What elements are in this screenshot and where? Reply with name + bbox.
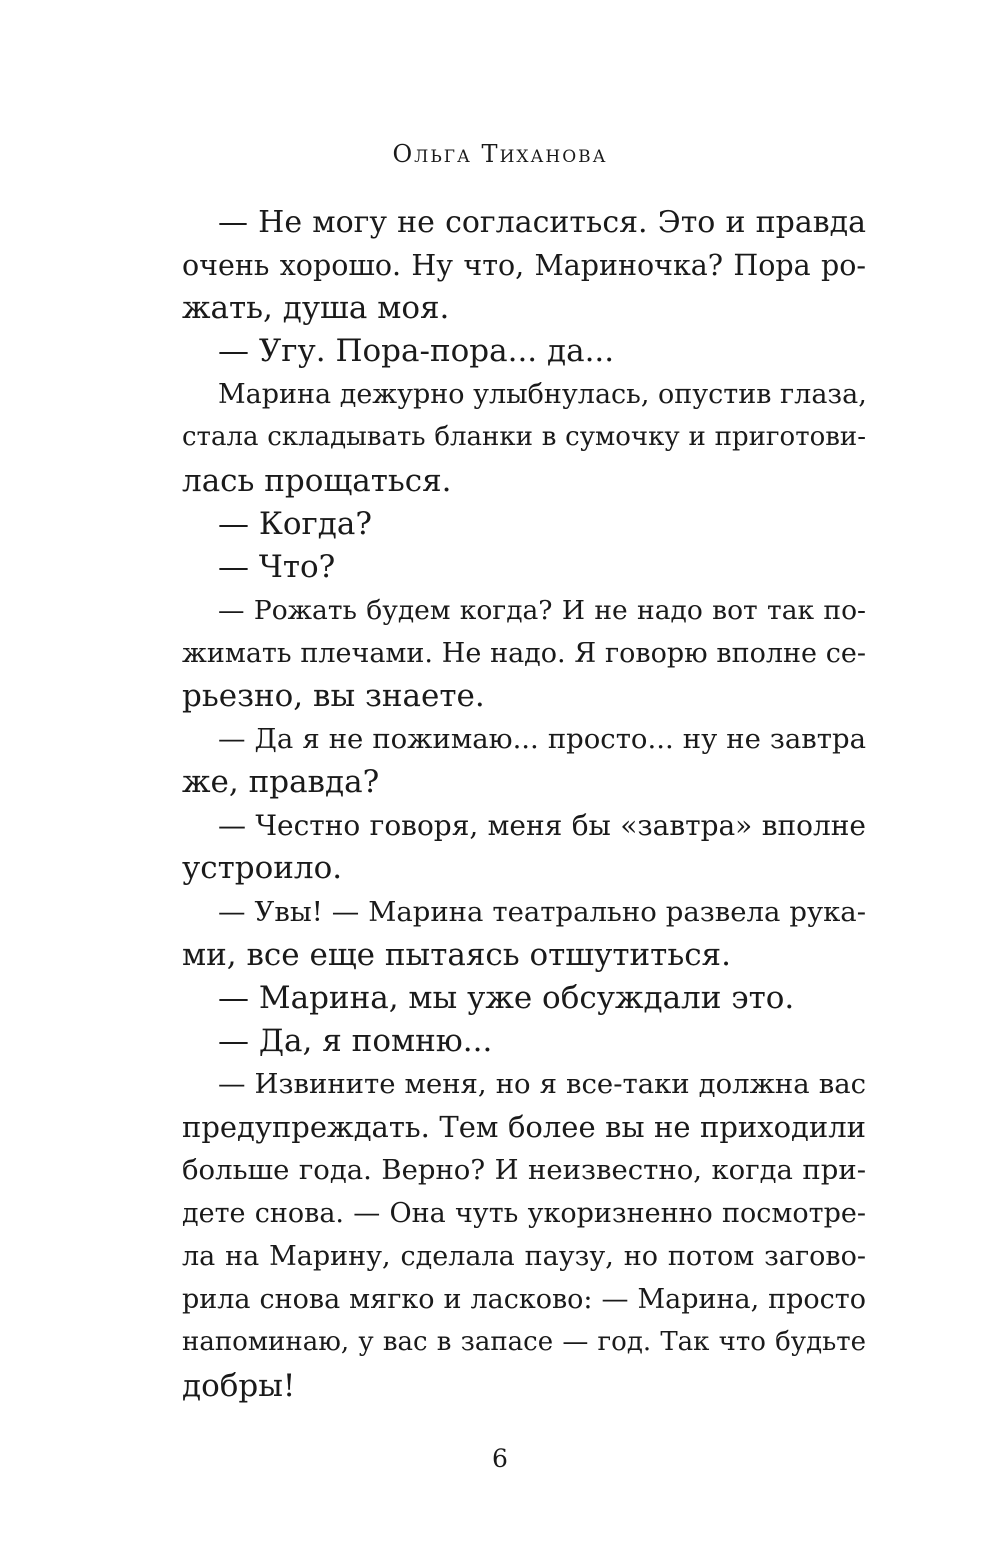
text-line: предупреждать. Тем более вы не приходили <box>182 1109 866 1144</box>
text-line: — Да, я помню... <box>218 1022 493 1059</box>
text-line: жать, душа моя. <box>182 290 450 327</box>
running-head: Ольга Тиханова <box>392 140 608 168</box>
text-line: — Рожать будем когда? И не надо вот так по- <box>218 594 866 626</box>
text-line: — Не могу не согласиться. Это и правда <box>218 205 866 240</box>
text-line: — Да я не пожимаю... просто... ну не завтра <box>218 723 866 756</box>
text-line: добры! <box>182 1367 296 1404</box>
text-line: рила снова мягко и ласково: — Марина, просто <box>182 1284 866 1316</box>
text-line: дете снова. — Она чуть укоризненно посмотре- <box>182 1198 866 1230</box>
text-line: очень хорошо. Ну что, Мариночка? Пора ро- <box>182 249 866 283</box>
text-line: — Угу. Пора-пора... да... <box>218 333 615 370</box>
text-line: стала складывать бланки в сумочку и приготови- <box>182 422 866 453</box>
text-line: устроило. <box>182 850 343 887</box>
text-line: — Марина, мы уже обсуждали это. <box>218 979 795 1016</box>
text-line: лась прощаться. <box>182 462 452 499</box>
text-line: ми, все еще пытаясь отшутиться. <box>182 936 731 973</box>
text-line: — Честно говоря, меня бы «завтра» вполне <box>218 809 866 843</box>
text-line: — Что? <box>218 548 336 585</box>
text-line: Марина дежурно улыбнулась, опустив глаза, <box>218 379 867 411</box>
text-line: больше года. Верно? И неизвестно, когда при- <box>182 1154 866 1187</box>
text-line: — Извините меня, но я все-таки должна вас <box>218 1067 866 1100</box>
text-line: ла на Марину, сделала паузу, но потом загово- <box>182 1241 866 1273</box>
text-line: — Увы! — Марина театрально развела рука- <box>218 895 866 928</box>
page-number: 6 <box>492 1444 508 1473</box>
text-line: же, правда? <box>182 764 380 801</box>
text-line: — Когда? <box>218 505 372 542</box>
text-line: рьезно, вы знаете. <box>182 678 485 715</box>
text-line: напоминаю, у вас в запасе — год. Так что будьте <box>182 1327 866 1358</box>
text-line: жимать плечами. Не надо. Я говорю вполне се- <box>182 637 866 669</box>
body-text <box>182 201 866 1408</box>
